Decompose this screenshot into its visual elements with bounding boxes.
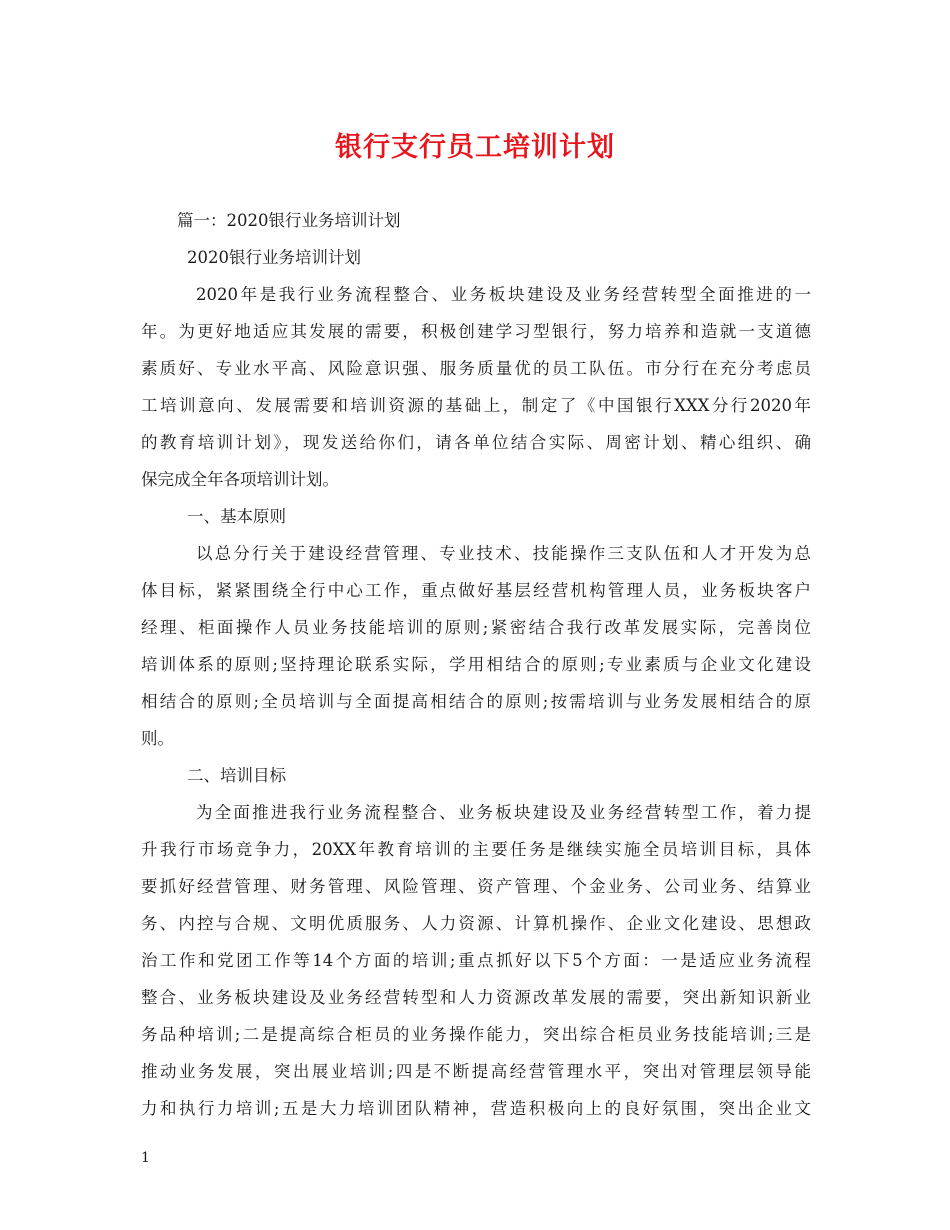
paragraph-line: 年。为更好地适应其发展的需要，积极创建学习型银行，努力培养和造就一支道德 <box>141 322 811 341</box>
section-heading: 一、基本原则 <box>187 507 286 526</box>
paragraph-line: 整合、业务板块建设及业务经营转型和人力资源改革发展的需要，突出新知识新业 <box>141 988 811 1007</box>
document-body <box>141 202 811 1127</box>
part-heading: 篇一：2020银行业务培训计划 <box>177 211 401 230</box>
paragraph-line: 治工作和党团工作等14个方面的培训;重点抓好以下5个方面：一是适应业务流程 <box>141 951 811 970</box>
document-title: 银行支行员工培训计划 <box>335 132 615 163</box>
paragraph-line: 素质好、专业水平高、风险意识强、服务质量优的员工队伍。市分行在充分考虑员 <box>141 359 811 378</box>
paragraph-line: 经理、柜面操作人员业务技能培训的原则;紧密结合我行改革发展实际，完善岗位 <box>141 618 811 637</box>
sub-heading: 2020银行业务培训计划 <box>187 248 361 267</box>
paragraph-line: 升我行市场竞争力，20XX年教育培训的主要任务是继续实施全员培训目标，具体 <box>141 840 811 859</box>
paragraph-line: 培训体系的原则;坚持理论联系实际，学用相结合的原则;专业素质与企业文化建设 <box>141 655 811 674</box>
paragraph-line: 相结合的原则;全员培训与全面提高相结合的原则;按需培训与业务发展相结合的原 <box>141 692 811 711</box>
paragraph-line: 推动业务发展，突出展业培训;四是不断提高经营管理水平，突出对管理层领导能 <box>141 1062 811 1081</box>
paragraph-line: 2020年是我行业务流程整合、业务板块建设及业务经营转型全面推进的一 <box>196 285 811 304</box>
section-heading: 二、培训目标 <box>187 766 286 785</box>
paragraph-line: 务品种培训;二是提高综合柜员的业务操作能力，突出综合柜员业务技能培训;三是 <box>141 1025 811 1044</box>
paragraph-line: 务、内控与合规、文明优质服务、人力资源、计算机操作、企业文化建设、思想政 <box>141 914 811 933</box>
paragraph-line: 力和执行力培训;五是大力培训团队精神，营造积极向上的良好氛围，突出企业文 <box>141 1099 811 1118</box>
paragraph-line: 工培训意向、发展需要和培训资源的基础上，制定了《中国银行XXX分行2020年 <box>141 396 811 415</box>
page-number: 1 <box>141 1150 150 1166</box>
paragraph-line: 为全面推进我行业务流程整合、业务板块建设及业务经营转型工作，着力提 <box>196 803 811 822</box>
paragraph-line: 体目标，紧紧围绕全行中心工作，重点做好基层经营机构管理人员，业务板块客户 <box>141 581 811 600</box>
paragraph-line: 的教育培训计划》，现发送给你们，请各单位结合实际、周密计划、精心组织、确 <box>141 433 811 452</box>
section2-paragraph <box>141 794 811 1127</box>
paragraph-line: 则。 <box>141 729 174 748</box>
paragraph-line: 要抓好经营管理、财务管理、风险管理、资产管理、个金业务、公司业务、结算业 <box>141 877 811 896</box>
paragraph-line: 以总分行关于建设经营管理、专业技术、技能操作三支队伍和人才开发为总 <box>196 544 811 563</box>
paragraph-line: 保完成全年各项培训计划。 <box>141 470 339 489</box>
section1-paragraph <box>141 535 811 757</box>
intro-paragraph <box>141 276 811 498</box>
